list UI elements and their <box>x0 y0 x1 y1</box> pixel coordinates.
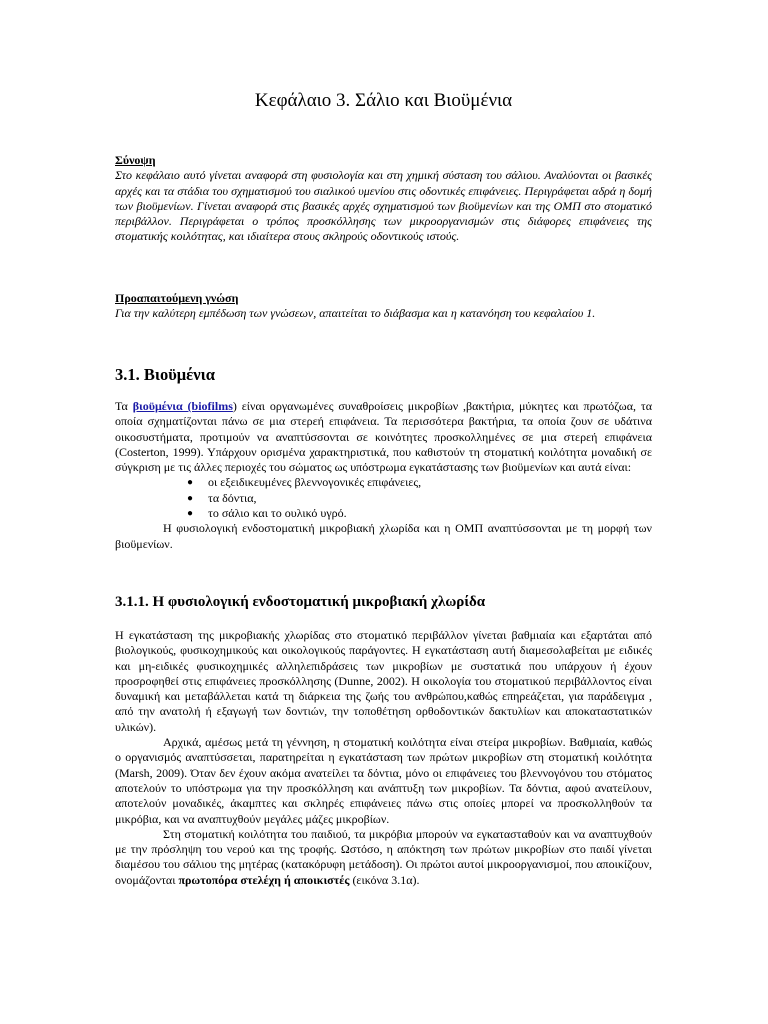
pioneer-strains-term: πρωτοπόρα στελέχη ή αποικιστές <box>178 872 350 887</box>
bullet-list <box>115 475 652 521</box>
section-3-1-heading: 3.1. Βιοϋμένια <box>115 365 215 384</box>
para3-suffix: (εικόνα 3.1α). <box>349 872 420 887</box>
intro-prefix: Τα <box>115 399 133 413</box>
section-3-1-1-heading: 3.1.1. Η φυσιολογική ενδοστοματική μικροβιακή χλωρίδα <box>115 594 486 610</box>
intro-rest: ) είναι οργανωμένες συναθροίσεις μικροβίων ,βακτήρια, μύκητες και πρωτόζωα, τα οποία σχηματίζονται πάνω σε μια στερεή επιφάνεια. Τα περισσότερα βακτήρια, τα οποία ζουν σε υδάτινα οικοσυστήματα, προτιμούν να αναπτύσσονται σε κοινότητες προσκολλημένες σε μια στερεή επιφάνεια (Costerton, 1999). Υπάρχουν ορισμένα χαρακτηριστικά, που καθιστούν τη στοματική κοιλότητα μοναδική σε σύγκριση με τις άλλες περιοχές του σώματος ως υπόστρωμα εγκατάστασης των βιοϋμενίων και αυτά είναι: <box>115 399 652 475</box>
section-3-1-body <box>115 399 652 552</box>
bullet-icon: ● <box>187 492 194 504</box>
bullet-icon: ● <box>187 508 194 520</box>
list-item-text: τα δόντια, <box>208 490 257 505</box>
section-3-1-intro <box>115 399 652 475</box>
prerequisite-section <box>115 291 652 322</box>
list-item <box>115 506 652 521</box>
summary-text: Στο κεφάλαιο αυτό γίνεται αναφορά στη φυσιολογία και στη χημική σύσταση του σάλιου. Αναλύονται οι βασικές αρχές και τα στάδια του σχηματισμού του σιαλικού υμενίου στις οδοντικές επιφάνειες. Περιγράφεται αδρά η δομή των βιοϋμενίων. Γίνεται αναφορά στις βασικές αρχές σχηματισμού των βιοϋμενίων και της ΟΜΠ στο στοματικό περιβάλλον. Περιγράφεται ο τρόπος προσκόλλησης των μικροοργανισμών στις διάφορες επιφάνειες της στοματικής κοιλότητας, και ιδιαίτερα στους σκληρούς οδοντικούς ιστούς. <box>115 168 652 244</box>
prerequisite-heading: Προαπαιτούμενη γνώση <box>115 291 239 305</box>
section-3-1-1-para2: Αρχικά, αμέσως μετά τη γέννηση, η στοματική κοιλότητα είναι στείρα μικροβίων. Βαθμιαία, καθώς ο οργανισμός αναπτύσσεται, παρατηρείται η εγκατάσταση των πρώτων μικροβίων στη στοματική κοιλότητα (Marsh, 2009). Όταν δεν έχουν ακόμα ανατείλει τα δόντια, μόνο οι επιφάνειες του βλεννογόνου του στόματος αποτελούν το υπόστρωμα για την προσκόλληση και ανάπτυξη των μικροβίων. Τα δόντια, αφού ανατείλουν, αποτελούν μοναδικές, άκαμπτες και σκληρές επιφάνειες πάνω στις οποίες μπορεί να προσκολληθούν τα μικρόβια, και να αναπτυχθούν μεγάλες μάζες μικροβίων. <box>115 735 652 826</box>
chapter-title: Κεφάλαιο 3. Σάλιο και Βιοϋμένια <box>254 90 513 111</box>
summary-section <box>115 153 652 245</box>
list-item-text: οι εξειδικευμένες βλεννογονικές επιφάνειες, <box>208 475 422 490</box>
para3-prefix: Στη στοματική κοιλότητα του παιδιού, τα μικρόβια μπορούν να εγκατασταθούν και να αναπτυχθούν με την πρόσληψη του νερού και της τροφής. Ωστόσο, η απόκτηση των πρώτων μικροβίων στο παιδί γίνεται διαμέσου του σάλιου της μητέρας (κατακόρυφη μετάδοση). Οι πρώτοι αυτοί μικροοργανισμοί, που αποικίζουν, ονομάζονται <box>115 826 652 887</box>
biofilms-link[interactable]: βιοϋμένια (biofilms <box>132 399 233 413</box>
bullet-icon: ● <box>187 477 194 489</box>
summary-heading: Σύνοψη <box>115 153 156 167</box>
list-item <box>115 491 652 506</box>
list-item <box>115 475 652 490</box>
prerequisite-text: Για την καλύτερη εμπέδωση των γνώσεων, απαιτείται το διάβασμα και η κατανόηση του κεφαλαίου 1. <box>115 306 596 321</box>
section-3-1-closing: Η φυσιολογική ενδοστοματική μικροβιακή χλωρίδα και η ΟΜΠ αναπτύσσονται με τη μορφή των βιοϋμενίων. <box>115 521 652 551</box>
section-3-1-1-para3 <box>115 827 652 888</box>
section-3-1-1-para1: Η εγκατάσταση της μικροβιακής χλωρίδας στο στοματικό περιβάλλον γίνεται βαθμιαία και εξαρτάται από βιολογικούς, φυσικοχημικούς και οικολογικούς παράγοντες. Η εγκατάσταση αυτή διαμεσολαβείται με ειδικές και μη-ειδικές φυσικοχημικές αλληλεπιδράσεις των μικροβίων με συστατικά που υπάρχουν ή έχουν προσροφηθεί στις επιφάνειες προσκόλλησης (Dunne, 2002). Η οικολογία του στοματικού περιβάλλοντος είναι δυναμική και μεταβάλλεται κατά τη διάρκεια της ζωής του ανθρώπου,καθώς επηρεάζεται, για παράδειγμα , από την ανατολή ή εξαγωγή των δοντιών, την τοποθέτηση ορθοδοντικών δακτυλίων και αποκαταστατικών υλικών). <box>115 628 652 734</box>
section-3-1-1-body <box>115 628 652 888</box>
list-item-text: το σάλιο και το ουλικό υγρό. <box>208 506 347 521</box>
